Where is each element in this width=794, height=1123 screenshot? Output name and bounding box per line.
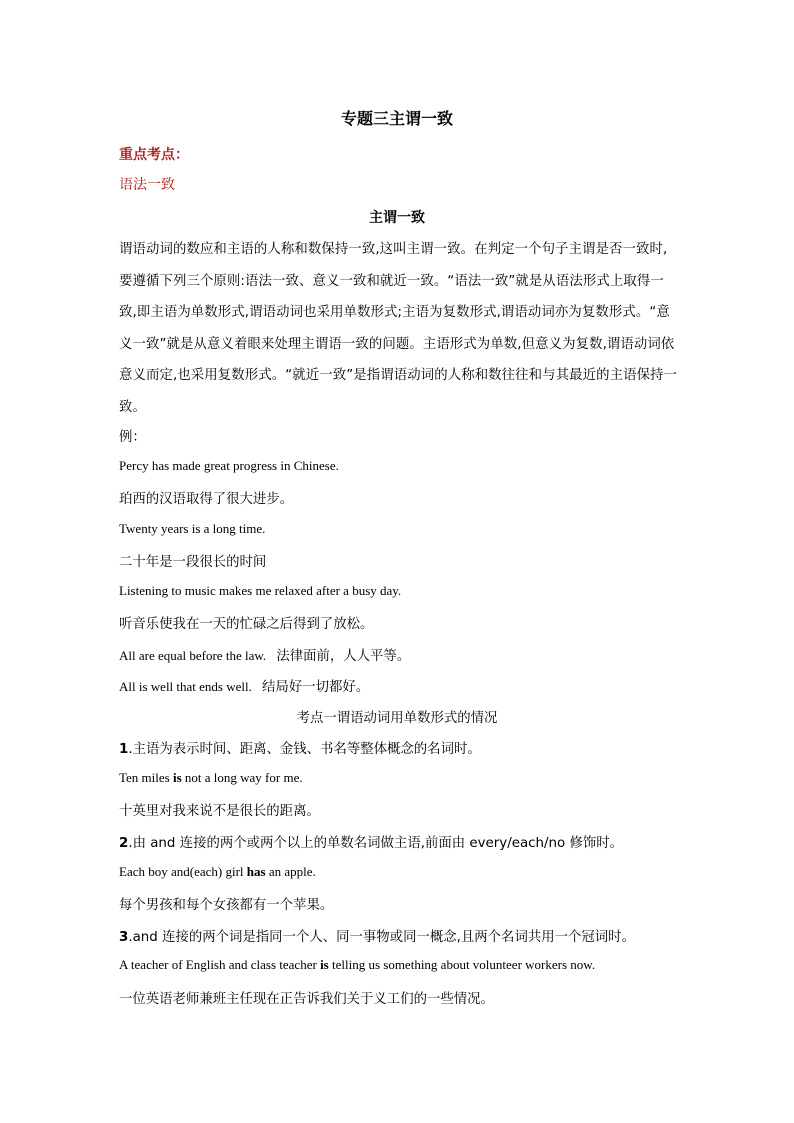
rule-1-example-en xyxy=(119,770,303,786)
example-1-zh: 珀西的汉语取得了很大进步。 xyxy=(119,492,294,507)
rule-3-number: 3 xyxy=(119,930,129,945)
example-label: 例： xyxy=(119,430,146,445)
rule-3-example-zh: 一位英语老师兼班主任现在正告诉我们关于义工们的一些情况。 xyxy=(119,992,494,1007)
rule-1-text: .主语为表示时间、距离、金钱、书名等整体概念的名词时。 xyxy=(128,742,481,757)
key-points-label: 重点考点： xyxy=(119,147,189,163)
rule-1-en-verb: is xyxy=(172,770,182,785)
rule-3-text: .and 连接的两个词是指同一个人、同一事物或同一概念,且两个名词共用一个冠词时。 xyxy=(128,930,635,945)
example-5-en: All is well that ends well. xyxy=(119,679,252,694)
rule-2-en-verb: has xyxy=(246,864,266,879)
rule-1-number: 1 xyxy=(119,742,129,757)
rule-3-en-part-c: telling us something about volunteer workers now. xyxy=(328,957,596,972)
rule-3-en-verb: is xyxy=(320,957,329,972)
rule-3-example-en xyxy=(119,957,595,973)
rule-2-text: .由 and 连接的两个或两个以上的单数名词做主语,前面由 every/each/no 修饰时。 xyxy=(128,836,624,851)
example-5 xyxy=(119,676,369,695)
rule-1 xyxy=(119,738,481,757)
example-4-zh: 法律面前，人人平等。 xyxy=(276,649,411,664)
example-3-zh: 听音乐使我在一天的忙碌之后得到了放松。 xyxy=(119,617,374,632)
intro-paragraph: 谓语动词的数应和主语的人称和数保持一致,这叫主谓一致。在判定一个句子主谓是否一致时,要遵循下列三个原则:语法一致、意义一致和就近一致。“语法一致”就是从语法形式上取得一致,即主语为单数形式,谓语动词也采用单数形式;主语为复数形式,谓语动词亦为复数形式。“意义一致”就是从意义着眼来处理主谓语一致的问题。主语形式为单数,但意义为复数,谓语动词依意义而定,也采用复数形式。“就近一致”是指谓语动词的人称和数往往和与其最近的主语保持一致。 xyxy=(119,242,678,415)
section-title: 主谓一致 xyxy=(369,210,425,226)
example-3-en: Listening to music makes me relaxed after a busy day. xyxy=(119,583,402,598)
example-5-zh: 结局好一切都好。 xyxy=(262,680,370,695)
rule-2 xyxy=(119,832,623,851)
example-2-en: Twenty years is a long time. xyxy=(119,521,266,536)
rule-2-example-en xyxy=(119,864,316,880)
rule-2-en-part-a: Each boy and(each) girl xyxy=(119,864,247,879)
rule-3 xyxy=(119,926,635,945)
rule-3-en-part-a: A teacher of English and class teacher xyxy=(119,957,321,972)
document-title: 专题三主谓一致 xyxy=(340,109,453,128)
rule-2-number: 2 xyxy=(119,836,129,851)
example-4 xyxy=(119,645,410,664)
example-1-en: Percy has made great progress in Chinese. xyxy=(119,458,339,473)
rule-2-en-part-c: an apple. xyxy=(265,864,316,879)
rule-1-example-zh: 十英里对我来说不是很长的距离。 xyxy=(119,804,320,819)
point1-title: 考点一谓语动词用单数形式的情况 xyxy=(296,711,498,726)
rule-1-en-part-a: Ten miles xyxy=(119,770,173,785)
grammar-label: 语法一致 xyxy=(119,177,175,193)
example-4-en: All are equal before the law. xyxy=(119,648,267,663)
rule-2-example-zh: 每个男孩和每个女孩都有一个苹果。 xyxy=(119,898,334,913)
example-2-zh: 二十年是一段很长的时间 xyxy=(119,555,267,570)
rule-1-en-part-c: not a long way for me. xyxy=(181,770,303,785)
